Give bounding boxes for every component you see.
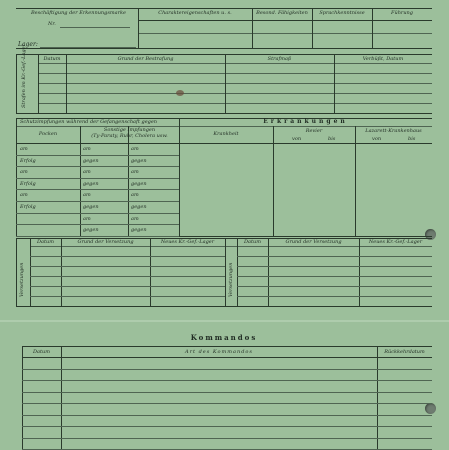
- rule: [16, 155, 179, 156]
- rule: [22, 369, 432, 370]
- vers-grund-right: Grund der Versetzung: [285, 239, 342, 245]
- rule: [16, 166, 179, 167]
- sonstige-row-label-right: gegen: [131, 204, 147, 210]
- rule: [138, 20, 432, 21]
- pocken-row-label: Erfolg: [20, 158, 36, 164]
- fold-line: [0, 320, 449, 322]
- rule: [66, 54, 67, 113]
- revier-von: von: [292, 136, 302, 142]
- rule: [273, 126, 274, 236]
- vers-neues-left: Neues Kr.-Gef.-Lager: [160, 239, 215, 245]
- strafen-grund-header: Grund der Bestrafung: [117, 56, 174, 62]
- rule: [16, 238, 17, 306]
- rule: [16, 178, 179, 179]
- lazarett-von: von: [372, 136, 382, 142]
- rule: [16, 306, 432, 307]
- sonstige-row-label-right: am: [131, 146, 139, 152]
- faehigkeiten-label: Besond. Fähigkeiten: [256, 10, 308, 16]
- rule: [38, 103, 432, 104]
- sonstige-row-label: am: [83, 192, 91, 198]
- verbuesst-header: Verbüßt, Datum: [362, 56, 404, 62]
- rule: [16, 224, 179, 225]
- rule: [22, 346, 432, 347]
- rule: [377, 346, 378, 450]
- nr-line: [60, 27, 130, 28]
- sonstige-row-label: am: [83, 146, 91, 152]
- rule: [16, 201, 179, 202]
- strafen-datum-header: Datum: [43, 56, 61, 62]
- strafmass-header: Strafmaß: [267, 56, 292, 62]
- vers-grund-left: Grund der Versetzung: [77, 239, 134, 245]
- vers-datum-right: Datum: [244, 239, 261, 245]
- sonstige-row-label: gegen: [83, 158, 99, 164]
- impfungen-title: Schutzimpfungen während der Gefangenschaft gegen: [20, 119, 158, 125]
- rule: [16, 143, 432, 144]
- rule: [16, 8, 432, 9]
- rule: [16, 189, 179, 190]
- rueckkehr-header: Rückkehrdatum: [384, 349, 425, 355]
- krankheit-header: Krankheit: [213, 131, 239, 137]
- sonstige-row-label: gegen: [83, 227, 99, 233]
- rule: [237, 286, 432, 287]
- rule: [30, 276, 225, 277]
- vers-neues-right: Neues Kr.-Gef.-Lager: [368, 239, 423, 245]
- rule: [80, 126, 81, 236]
- rule: [237, 256, 432, 257]
- rule: [16, 213, 179, 214]
- lazarett-header: Lazarett-Krankenhaus: [365, 128, 422, 134]
- rule: [355, 126, 356, 236]
- rule: [237, 276, 432, 277]
- stain: [176, 90, 184, 96]
- sonstige-row-label-right: am: [131, 192, 139, 198]
- sonstige-row-label-right: gegen: [131, 227, 147, 233]
- rule: [225, 54, 226, 113]
- rule: [30, 296, 225, 297]
- rule: [16, 113, 432, 114]
- rule: [22, 380, 432, 381]
- sprachen-label: Sprachkenntnisse: [319, 10, 365, 16]
- rule: [16, 236, 179, 237]
- rule: [237, 266, 432, 267]
- pocken-row-label: am: [20, 192, 28, 198]
- rule: [16, 54, 432, 55]
- nr-label: Nr.: [48, 21, 56, 27]
- rule: [138, 33, 432, 34]
- rule: [38, 73, 432, 74]
- beschaeftigung-label: Beschäftigung der Erkennungsmarke: [31, 10, 127, 16]
- rule: [38, 83, 432, 84]
- rule: [61, 346, 62, 450]
- sonstige-row-label-right: am: [131, 216, 139, 222]
- versetzungen-side-right: Versetzungen: [228, 262, 234, 297]
- kommandos-datum-header: Datum: [33, 349, 50, 355]
- sonstige-header-1: Sonstige Impfungen: [103, 127, 156, 133]
- pocken-row-label: Erfolg: [20, 181, 36, 187]
- rule: [30, 286, 225, 287]
- fuehrung-label: Führung: [391, 10, 413, 16]
- pocken-row-label: am: [20, 146, 28, 152]
- lager-label: Lager:: [18, 41, 38, 48]
- rule: [237, 296, 432, 297]
- sonstige-row-label: am: [83, 216, 91, 222]
- rule: [22, 403, 432, 404]
- rule: [30, 246, 432, 247]
- lazarett-bis: bis: [408, 136, 416, 142]
- versetzungen-side-left: Versetzungen: [19, 262, 25, 297]
- sonstige-row-label: am: [83, 169, 91, 175]
- lager-line: [40, 47, 136, 48]
- rule: [22, 438, 432, 439]
- vers-datum-left: Datum: [37, 239, 54, 245]
- rule: [128, 126, 129, 236]
- rule: [30, 256, 225, 257]
- rule: [22, 415, 432, 416]
- erkrankungen-title: Erkrankungen: [263, 118, 348, 125]
- punch-hole-lower: [425, 403, 436, 414]
- sonstige-row-label-right: gegen: [131, 158, 147, 164]
- rule: [225, 238, 226, 306]
- strafen-side-label: Strafen im Kr.-Gef.-Lager: [21, 44, 27, 108]
- pocken-row-label: am: [20, 169, 28, 175]
- rule: [38, 63, 432, 64]
- rule: [38, 54, 39, 113]
- rule: [22, 357, 432, 358]
- rule: [16, 48, 432, 49]
- rule: [334, 54, 335, 113]
- kommandos-art-header: Art des Kommandos: [185, 349, 253, 355]
- sonstige-header-2: (Ty-Paraty, Ruhr, Cholera usw.: [91, 133, 168, 139]
- revier-bis: bis: [328, 136, 336, 142]
- sonstige-row-label-right: gegen: [131, 181, 147, 187]
- charakter-label: Charaktereigenschaften u. s.: [158, 10, 232, 16]
- pocken-row-label: Erfolg: [20, 204, 36, 210]
- rule: [22, 392, 432, 393]
- kommandos-title: Kommandos: [190, 333, 258, 342]
- rule: [38, 93, 432, 94]
- sonstige-row-label: gegen: [83, 181, 99, 187]
- rule: [22, 426, 432, 427]
- rule: [16, 126, 432, 127]
- rule: [16, 54, 17, 113]
- revier-header: Revier: [305, 128, 323, 134]
- sonstige-row-label-right: am: [131, 169, 139, 175]
- rule: [30, 266, 225, 267]
- rule: [22, 346, 23, 450]
- sonstige-row-label: gegen: [83, 204, 99, 210]
- pocken-header: Pocken: [38, 131, 58, 137]
